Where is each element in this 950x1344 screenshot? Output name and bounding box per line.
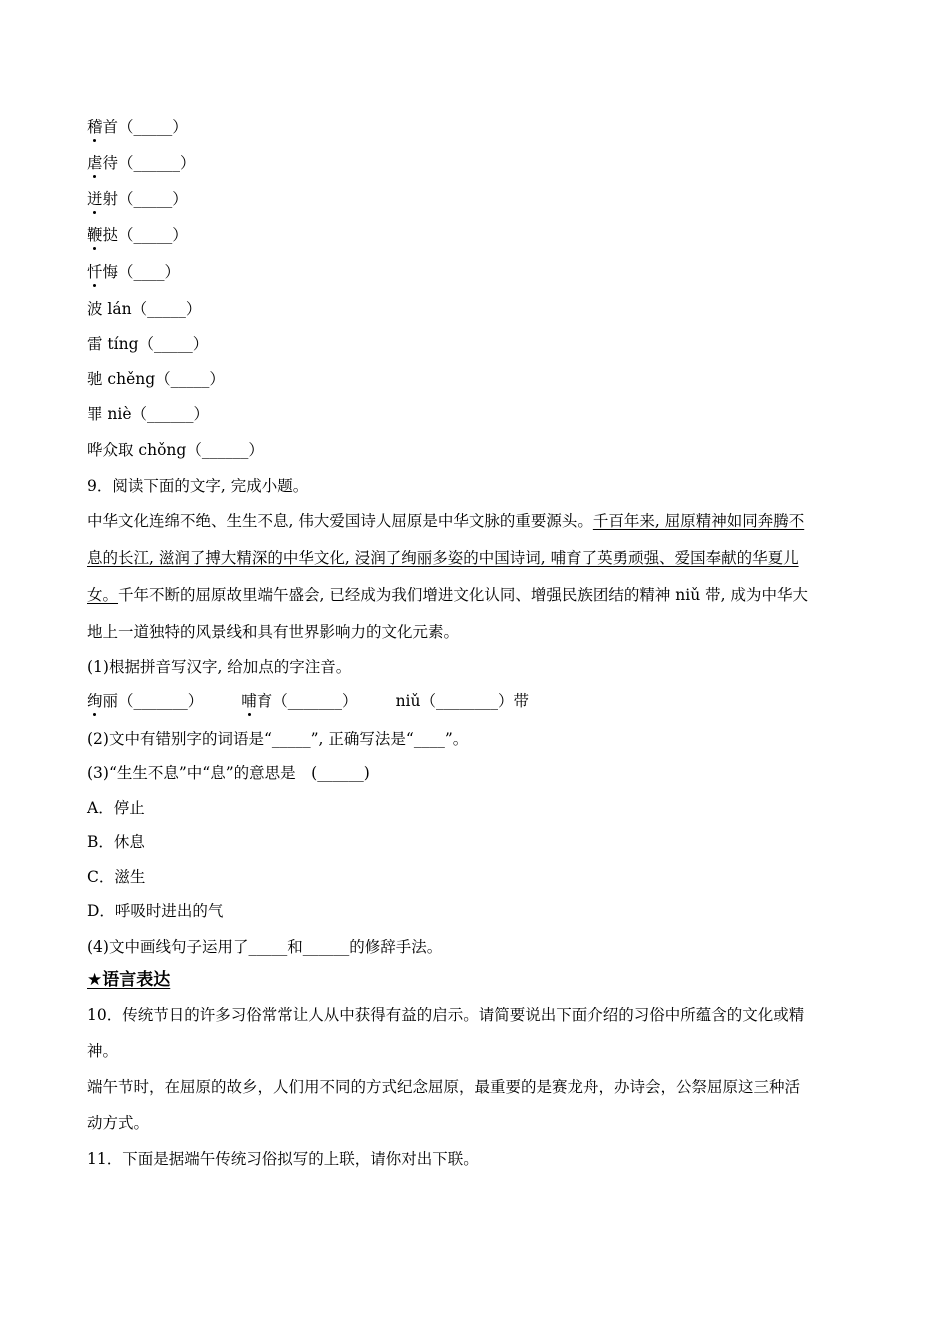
- blank-text: niǔ（________）带: [395, 692, 529, 710]
- passage-text: 千年不断的屈原故里端午盛会, 已经成为我们增进文化认同、增强民族团结的精神 niǔ 带, 成为中华大: [118, 586, 809, 604]
- section-heading: ★语言表达: [87, 970, 171, 990]
- question-9-title: 9．阅读下面的文字, 完成小题。: [87, 477, 309, 495]
- passage-line: 地上一道独特的风景线和具有世界影响力的文化元素。: [87, 623, 460, 641]
- question-10-line: 动方式。: [87, 1114, 150, 1132]
- underlined-sentence: 女。: [87, 586, 119, 604]
- dotted-char: 哺: [241, 692, 257, 710]
- dotted-char: 虐: [87, 154, 103, 172]
- vocab-item: 哗众取 chǒng（______）: [87, 441, 264, 459]
- vocab-text: 悔（____）: [102, 263, 181, 281]
- sub-question-1: (1)根据拼音写汉字, 给加点的字注音。: [87, 658, 352, 676]
- passage-line: [87, 511, 804, 531]
- blank-text: 育（_______）: [256, 692, 358, 710]
- vocab-item: [87, 262, 180, 282]
- vocab-item: 驰 chěng（_____）: [87, 370, 225, 388]
- question-11-title: 11．下面是据端午传统习俗拟写的上联，请你对出下联。: [87, 1150, 479, 1168]
- sub-question-4: (4)文中画线句子运用了_____和______的修辞手法。: [87, 938, 443, 956]
- dotted-char: 鞭: [87, 226, 103, 244]
- dotted-char: 迸: [87, 190, 103, 208]
- vocab-text: 首（_____）: [102, 118, 188, 136]
- passage-line: [87, 585, 808, 605]
- vocab-text: 挞（_____）: [102, 226, 188, 244]
- vocab-text: 待（______）: [102, 154, 196, 172]
- vocab-item: 雷 tíng（_____）: [87, 335, 209, 353]
- option-d: D．呼吸时进出的气: [87, 902, 224, 920]
- option-c: C．滋生: [87, 868, 146, 886]
- underlined-sentence: 千百年来, 屈原精神如同奔腾不: [592, 512, 805, 530]
- sub-question-1-blanks: [87, 691, 529, 711]
- vocab-item: [87, 189, 188, 209]
- vocab-text: 射（_____）: [102, 190, 188, 208]
- sub-question-2: (2)文中有错别字的词语是“_____”, 正确写法是“____”。: [87, 730, 469, 748]
- vocab-item: 罪 niè（______）: [87, 405, 210, 423]
- underlined-sentence: 息的长江, 滋润了搏大精深的中华文化, 浸润了绚丽多姿的中国诗词, 哺育了英勇顽强、爱国奉献的华夏儿: [87, 549, 799, 567]
- dotted-char: 绚: [87, 692, 103, 710]
- question-10-line: 神。: [87, 1042, 119, 1060]
- option-b: B．休息: [87, 833, 145, 851]
- blank-text: 丽（_______）: [102, 692, 204, 710]
- dotted-char: 稽: [87, 118, 103, 136]
- passage-text: 中华文化连绵不绝、生生不息, 伟大爱国诗人屈原是中华文脉的重要源头。: [87, 512, 593, 530]
- vocab-item: [87, 117, 188, 137]
- vocab-item: [87, 153, 196, 173]
- passage-line: [87, 548, 799, 568]
- vocab-item: [87, 225, 188, 245]
- question-10-line: 端午节时，在屈原的故乡，人们用不同的方式纪念屈原，最重要的是赛龙舟，办诗会，公祭屈原这三种活: [87, 1078, 801, 1096]
- sub-question-3: (3)“生生不息”中“息”的意思是 (______): [87, 764, 370, 782]
- dotted-char: 忏: [87, 263, 103, 281]
- option-a: A．停止: [87, 799, 145, 817]
- vocab-item: 波 lán（_____）: [87, 300, 202, 318]
- question-10-line: 10．传统节日的许多习俗常常让人从中获得有益的启示。请简要说出下面介绍的习俗中所蕴含的文化或精: [87, 1006, 805, 1024]
